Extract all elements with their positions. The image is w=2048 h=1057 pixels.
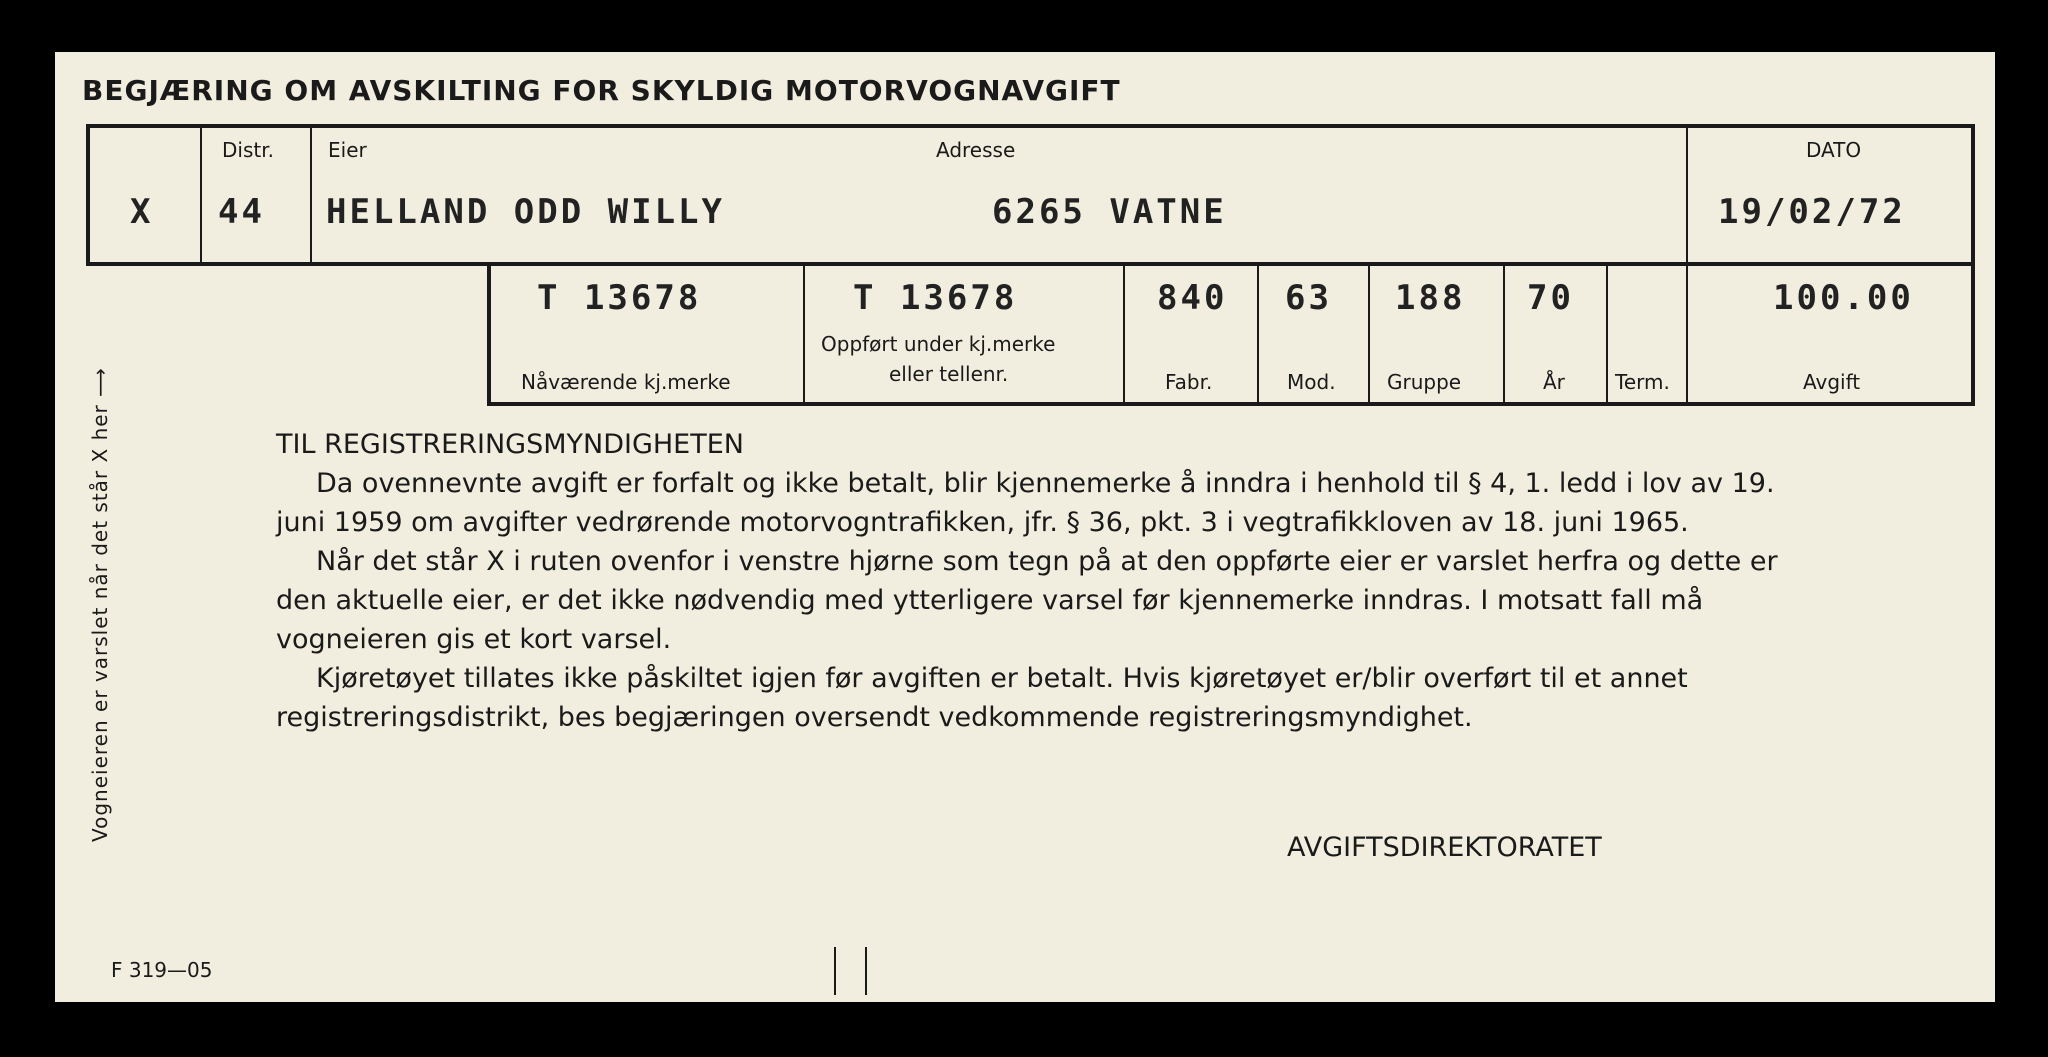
form-title: BEGJÆRING OM AVSKILTING FOR SKYLDIG MOTORVOGNAVGIFT xyxy=(82,74,1121,107)
notified-mark: X xyxy=(130,192,154,232)
adresse-value: 6265 VATNE xyxy=(992,192,1227,232)
body-text xyxy=(276,464,1796,737)
signature: AVGIFTSDIREKTORATET xyxy=(1287,832,1602,863)
paragraph-2: Når det står X i ruten ovenfor i venstre hjørne som tegn på at den oppførte eier er varslet herfra og dette er den aktuelle eier, er det ikke nødvendig med ytterligere varsel før kjennemerke inndras. I motsatt fall må vogneieren gis et kort varsel. xyxy=(276,546,1778,655)
fabr-value: 840 xyxy=(1157,278,1228,318)
paragraph-3: Kjøretøyet tillates ikke påskiltet igjen før avgiften er betalt. Hvis kjøretøyet er/blir overført til et annet registreringsdistrikt, bes begjæringen oversendt vedkommende registreringsmyndighet. xyxy=(276,663,1688,733)
ar-value: 70 xyxy=(1527,278,1574,318)
eier-value: HELLAND ODD WILLY xyxy=(326,192,725,232)
navaerende-label: Nåværende kj.merke xyxy=(521,370,731,394)
oppfort-value: T 13678 xyxy=(853,278,1018,318)
avgift-value: 100.00 xyxy=(1773,278,1914,318)
form-number: F 319—05 xyxy=(111,958,213,982)
avgift-label: Avgift xyxy=(1803,370,1861,394)
paragraph-1: Da ovennevnte avgift er forfalt og ikke betalt, blir kjennemerke å inndra i henhold til § 4, 1. ledd i lov av 19. juni 1959 om avgifter vedrørende motorvogntrafikken, jfr. § 36, pkt. 3 i vegtrafikkloven av 18. juni 1965. xyxy=(276,468,1775,538)
adresse-label: Adresse xyxy=(936,138,1016,162)
fabr-label: Fabr. xyxy=(1165,370,1213,394)
mod-value: 63 xyxy=(1285,278,1332,318)
oppfort-label-2: eller tellenr. xyxy=(889,362,1009,386)
fold-mark xyxy=(834,947,836,995)
side-note: Vogneieren er varslet når det står X her ⟶ xyxy=(88,367,112,842)
dato-value: 19/02/72 xyxy=(1718,192,1906,232)
fold-mark xyxy=(865,947,867,995)
owner-table xyxy=(86,124,1975,266)
navaerende-value: T 13678 xyxy=(537,278,702,318)
form-card xyxy=(55,52,1995,1002)
term-label: Term. xyxy=(1615,370,1670,394)
distr-value: 44 xyxy=(218,192,265,232)
distr-label: Distr. xyxy=(222,138,274,162)
recipient-heading: TIL REGISTRERINGSMYNDIGHETEN xyxy=(276,429,744,460)
vehicle-table xyxy=(487,262,1975,406)
gruppe-value: 188 xyxy=(1395,278,1466,318)
gruppe-label: Gruppe xyxy=(1387,370,1462,394)
oppfort-label-1: Oppført under kj.merke xyxy=(821,332,1056,356)
mod-label: Mod. xyxy=(1287,370,1336,394)
ar-label: År xyxy=(1543,370,1565,394)
eier-label: Eier xyxy=(328,138,367,162)
dato-label: DATO xyxy=(1806,138,1862,162)
